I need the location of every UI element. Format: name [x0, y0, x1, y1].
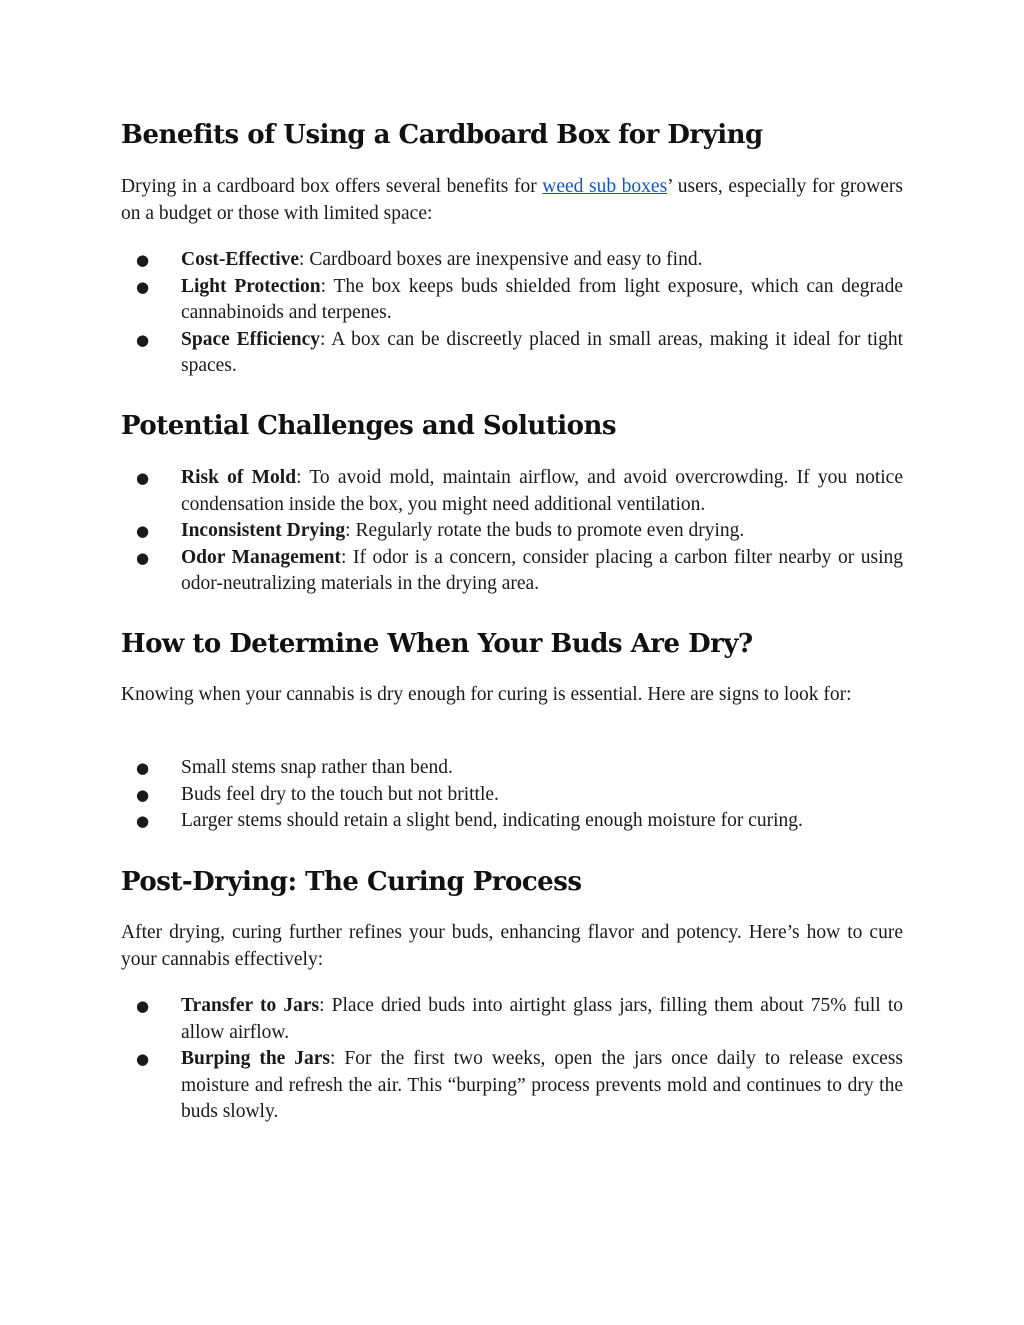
bullet-icon: ● — [136, 251, 150, 269]
curing-intro: After drying, curing further refines your buds, enhancing flavor and potency. Here’s how to cure your cannabis effectively: — [121, 922, 903, 970]
section-heading-challenges: Potential Challenges and Solutions — [121, 411, 617, 441]
list-item: ● Light Protection: The box keeps buds shielded from light exposure, which can degrade cannabinoids and terpenes. — [136, 275, 903, 323]
bullet-icon: ● — [136, 1050, 150, 1068]
bullet-icon: ● — [136, 522, 150, 540]
list-item: ● Odor Management: If odor is a concern, consider placing a carbon filter nearby or using odor-neutralizing materials in the drying area. — [136, 546, 903, 594]
curing-list — [121, 993, 903, 1126]
section-heading-curing: Post-Drying: The Curing Process — [121, 867, 582, 897]
bullet-icon: ● — [136, 785, 150, 804]
list-item: ● Cost-Effective: Cardboard boxes are inexpensive and easy to find. — [121, 247, 903, 274]
list-item: ● Transfer to Jars: Place dried buds into airtight glass jars, filling them about 75% full to allow airflow. — [136, 995, 903, 1043]
bullet-icon: ● — [136, 548, 150, 567]
list-item: ● Risk of Mold: To avoid mold, maintain airflow, and avoid overcrowding. If you notice condensation inside the box, you might need additional ventilation. — [136, 467, 903, 515]
list-item: ● Larger stems should retain a slight bend, indicating enough moisture for curing. — [121, 808, 903, 835]
list-item: ● Buds feel dry to the touch but not brittle. — [121, 782, 903, 809]
signs-list — [121, 755, 903, 835]
determine-dry-intro: Knowing when your cannabis is dry enough for curing is essential. Here are signs to look for: — [121, 684, 852, 705]
list-item: ● Space Efficiency: A box can be discreetly placed in small areas, making it ideal for tight spaces. — [136, 328, 904, 376]
bullet-icon: ● — [136, 330, 150, 349]
section-heading-determine-dry: How to Determine When Your Buds Are Dry? — [121, 629, 753, 659]
bullet-icon: ● — [136, 997, 150, 1015]
challenges-list — [121, 465, 903, 598]
list-item: ● Inconsistent Drying: Regularly rotate the buds to promote even drying. — [121, 518, 903, 545]
benefits-list — [121, 247, 903, 380]
bullet-icon: ● — [136, 759, 150, 777]
section-heading-benefits: Benefits of Using a Cardboard Box for Drying — [121, 120, 763, 150]
list-item: ● Small stems snap rather than bend. — [121, 755, 903, 782]
weed-sub-boxes-link[interactable]: weed sub boxes — [542, 176, 668, 197]
bullet-icon: ● — [136, 277, 150, 296]
bullet-icon: ● — [136, 469, 150, 487]
bullet-icon: ● — [136, 812, 150, 830]
benefits-intro: Drying in a cardboard box offers several benefits for weed sub boxes’ users, especially for growers on a budget or those with limited space: — [121, 176, 903, 224]
list-item: ● Burping the Jars: For the first two weeks, open the jars once daily to release excess moisture and refresh the air. This “burping” process prevents mold and continues to dry the buds slowly. — [136, 1048, 903, 1122]
